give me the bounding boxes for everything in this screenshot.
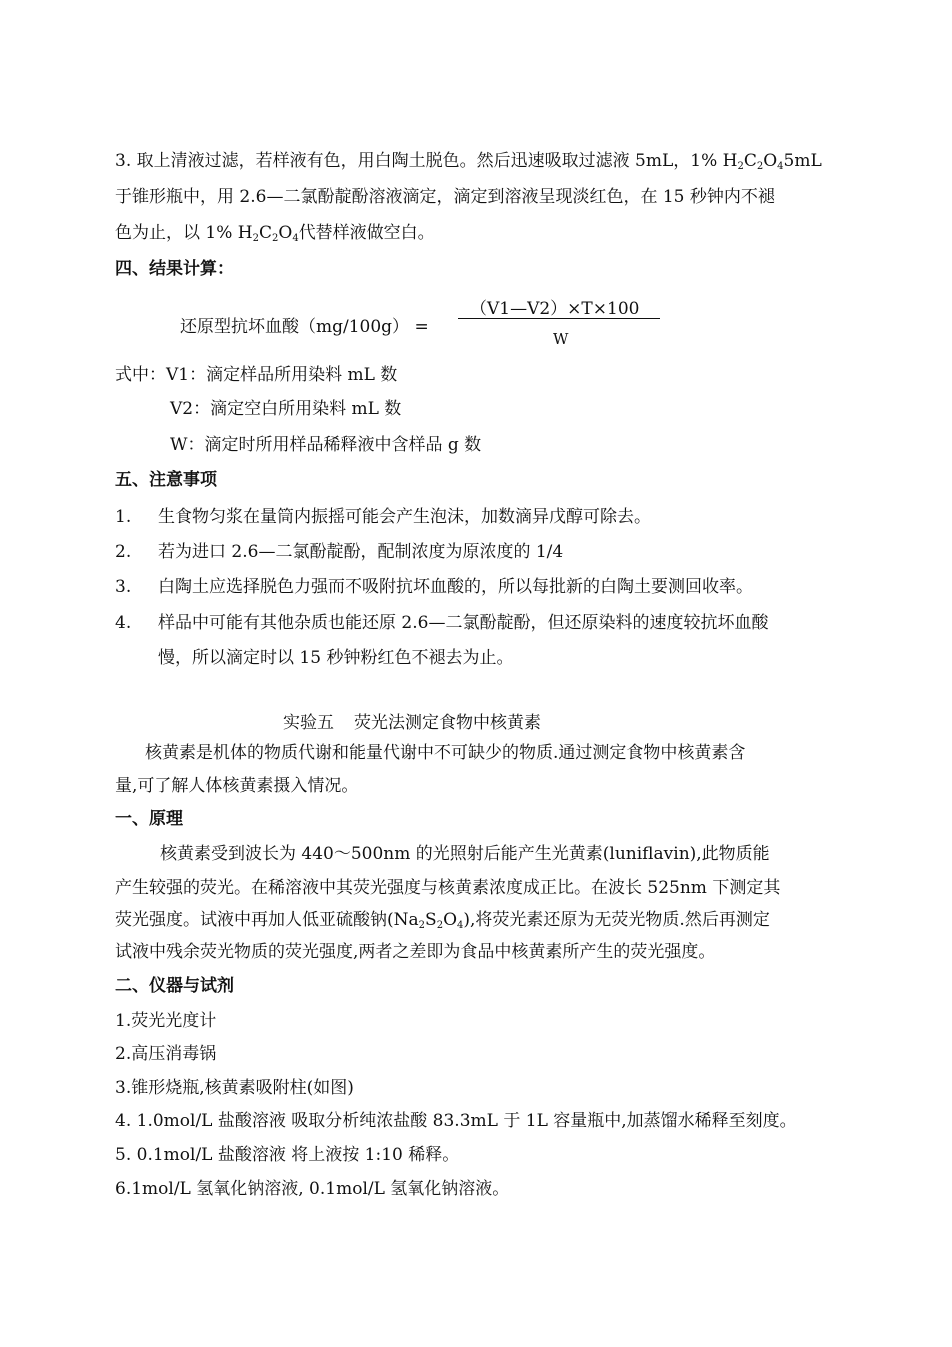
formula-fraction-bar	[458, 318, 660, 319]
step3-line3: 色为止，以 1% $H_2C_2O_4$代替样液做空白。	[115, 223, 435, 244]
formula-numerator: （V1—V2）×T×100	[470, 299, 640, 319]
variable-v1: 式中：V1：滴定样品所用染料 mL 数	[115, 365, 398, 385]
item-4: 4. 1.0mol/L 盐酸溶液 吸取分析纯浓盐酸 83.3mL 于 1L 容量瓶中,加蒸馏水稀释至刻度。	[115, 1111, 797, 1131]
intro-line1: 核黄素是机体的物质代谢和能量代谢中不可缺少的物质.通过测定食物中核黄素含	[145, 743, 746, 763]
experiment-title: 实验五 荧光法测定食物中核黄素	[283, 713, 541, 733]
note-number: 2.	[115, 542, 132, 562]
variable-v2: V2：滴定空白所用染料 mL 数	[170, 399, 402, 419]
note-text: 样品中可能有其他杂质也能还原 2.6—二氯酚靛酚，但还原染料的速度较抗坏血酸	[158, 613, 769, 633]
principle-line4: 试液中残余荧光物质的荧光强度,两者之差即为食品中核黄素所产生的荧光强度。	[115, 942, 716, 962]
formula-left: 还原型抗坏血酸（mg/100g） =	[180, 317, 429, 337]
note-text: 白陶土应选择脱色力强而不吸附抗坏血酸的，所以每批新的白陶土要测回收率。	[158, 577, 753, 597]
section-heading-results: 四、结果计算：	[115, 259, 234, 279]
note-text: 若为进口 2.6—二氯酚靛酚，配制浓度为原浓度的 1/4	[158, 542, 564, 562]
note-number: 1.	[115, 507, 132, 527]
note-text-continued: 慢，所以滴定时以 15 秒钟粉红色不褪去为止。	[158, 648, 514, 668]
principle-line3: 荧光强度。试液中再加人低亚硫酸钠$(Na_2S_2O_4)$,将荧光素还原为无荧光物质.然后再测定	[115, 910, 770, 931]
item-3: 3.锥形烧瓶,核黄素吸附柱(如图)	[115, 1078, 354, 1098]
formula-denominator: W	[553, 330, 569, 348]
step3-line2: 于锥形瓶中，用 2.6—二氯酚靛酚溶液滴定，滴定到溶液呈现淡红色，在 15 秒钟内不褪	[115, 187, 775, 207]
step3-line1: 3. 取上清液过滤，若样液有色，用白陶土脱色。然后迅速吸取过滤液 5mL，1% $H_2C_2O_45mL$	[115, 151, 822, 172]
section-heading-instruments: 二、仪器与试剂	[115, 976, 234, 996]
item-2: 2.高压消毒锅	[115, 1044, 217, 1064]
item-6: 6.1mol/L 氢氧化钠溶液, 0.1mol/L 氢氧化钠溶液。	[115, 1179, 510, 1199]
intro-line2: 量,可了解人体核黄素摄入情况。	[115, 776, 359, 796]
item-5: 5. 0.1mol/L 盐酸溶液 将上液按 1:10 稀释。	[115, 1145, 460, 1165]
note-text: 生食物匀浆在量筒内振摇可能会产生泡沫，加数滴异戊醇可除去。	[158, 507, 651, 527]
section-heading-principle: 一、原理	[115, 809, 183, 829]
note-number: 3.	[115, 577, 132, 597]
section-heading-notes: 五、注意事项	[115, 470, 217, 490]
variable-w: W：滴定时所用样品稀释液中含样品 g 数	[170, 435, 482, 455]
note-number: 4.	[115, 613, 132, 633]
item-1: 1.荧光光度计	[115, 1011, 217, 1031]
principle-line2: 产生较强的荧光。在稀溶液中其荧光强度与核黄素浓度成正比。在波长 525nm 下测定其	[115, 878, 781, 898]
principle-line1: 核黄素受到波长为 440～500nm 的光照射后能产生光黄素(luniflavin),此物质能	[160, 844, 770, 864]
